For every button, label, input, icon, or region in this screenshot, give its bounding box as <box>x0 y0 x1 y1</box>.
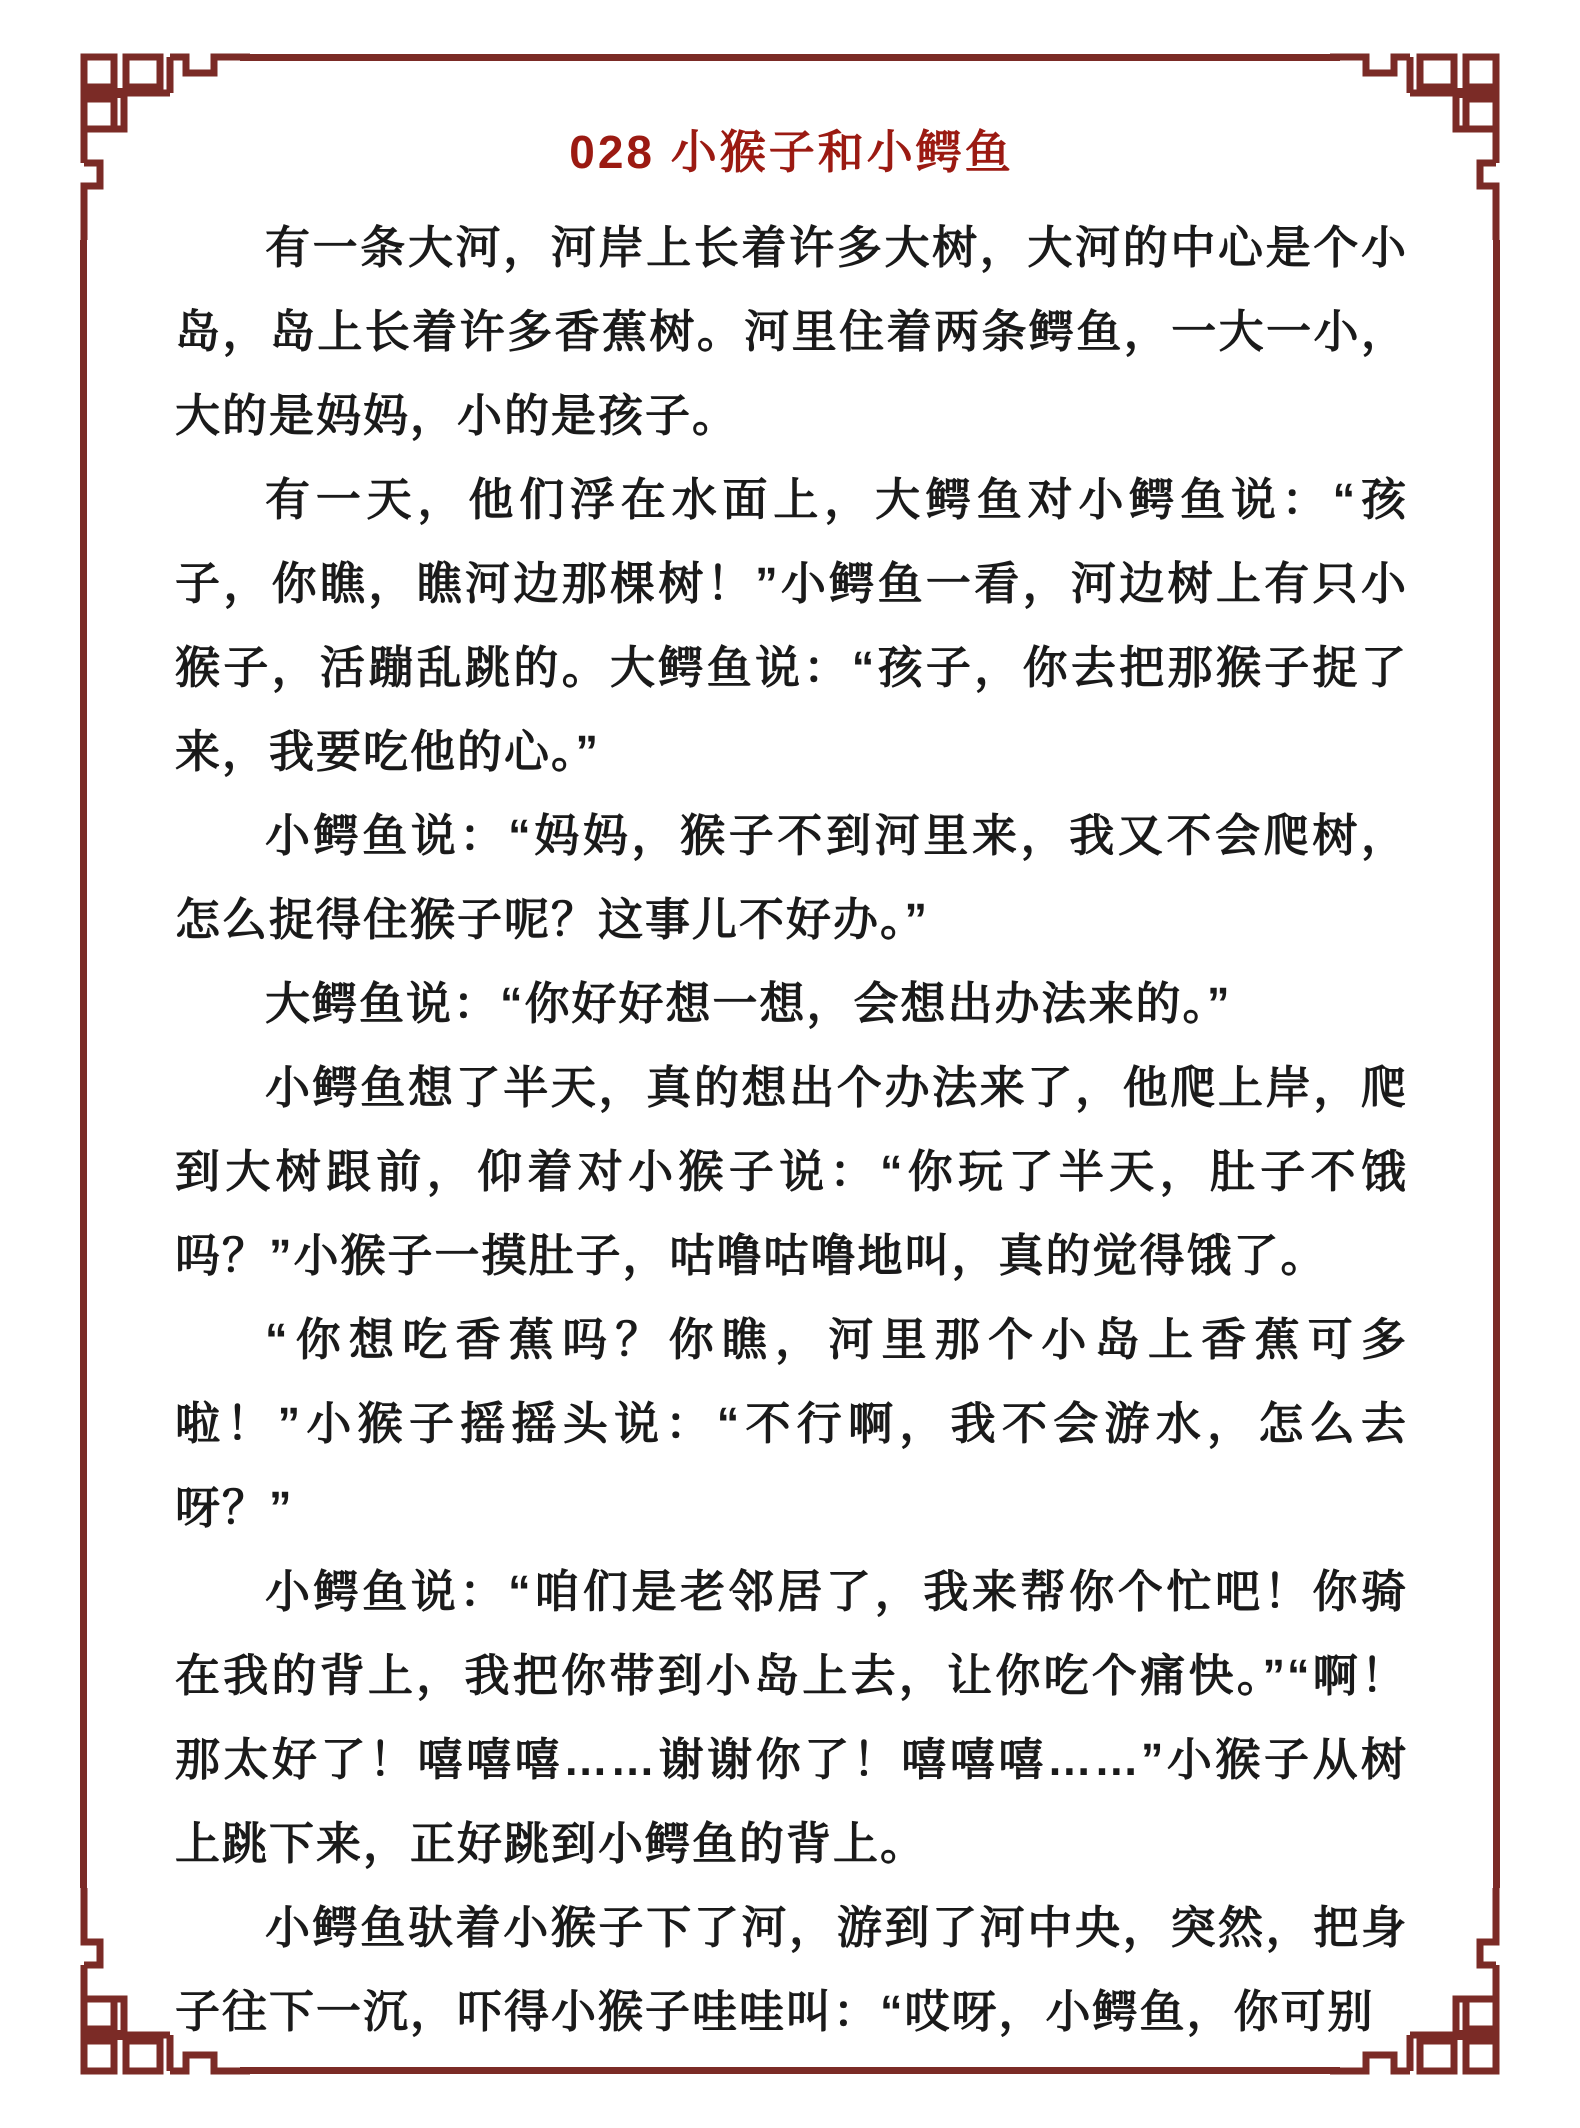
story-paragraph: 有一天，他们浮在水面上，大鳄鱼对小鳄鱼说：“孩子，你瞧，瞧河边那棵树！”小鳄鱼一看，河边树上有只小猴子，活蹦乱跳的。大鳄鱼说：“孩子，你去把那猴子捉了来，我要吃他的心。” <box>175 474 1408 777</box>
story-paragraph: “你想吃香蕉吗？你瞧，河里那个小岛上香蕉可多啦！”小猴子摇摇头说：“不行啊，我不会游水，怎么去呀？” <box>175 1314 1408 1533</box>
page-title: 028 小猴子和小鳄鱼 <box>569 126 1014 178</box>
frame-border-bottom <box>240 2067 1340 2074</box>
content-area <box>175 120 1408 2054</box>
story-paragraph: 有一条大河，河岸上长着许多大树，大河的中心是个小岛，岛上长着许多香蕉树。河里住着两条鳄鱼，一大一小，大的是妈妈，小的是孩子。 <box>175 222 1408 441</box>
story-paragraph: 小鳄鱼想了半天，真的想出个办法来了，他爬上岸，爬到大树跟前，仰着对小猴子说：“你玩了半天，肚子不饿吗？”小猴子一摸肚子，咕噜咕噜地叫，真的觉得饿了。 <box>175 1062 1408 1281</box>
frame-border-top <box>240 54 1340 61</box>
story-paragraph: 小鳄鱼说：“咱们是老邻居了，我来帮你个忙吧！你骑在我的背上，我把你带到小岛上去，让你吃个痛快。”“啊！那太好了！嘻嘻嘻……谢谢你了！嘻嘻嘻……”小猴子从树上跳下来，正好跳到小鳄鱼的背上。 <box>175 1566 1408 1869</box>
frame-border-left <box>80 240 87 1888</box>
story-paragraph: 大鳄鱼说：“你好好想一想，会想出办法来的。” <box>265 978 1232 1029</box>
story-text <box>175 206 1408 2054</box>
story-paragraph: 小鳄鱼说：“妈妈，猴子不到河里来，我又不会爬树，怎么捉得住猴子呢？这事儿不好办。” <box>175 810 1408 945</box>
story-paragraph: 小鳄鱼驮着小猴子下了河，游到了河中央，突然，把身子往下一沉，吓得小猴子哇哇叫：“哎呀，小鳄鱼，你可别 <box>175 1902 1408 2037</box>
frame-border-right <box>1493 240 1500 1888</box>
